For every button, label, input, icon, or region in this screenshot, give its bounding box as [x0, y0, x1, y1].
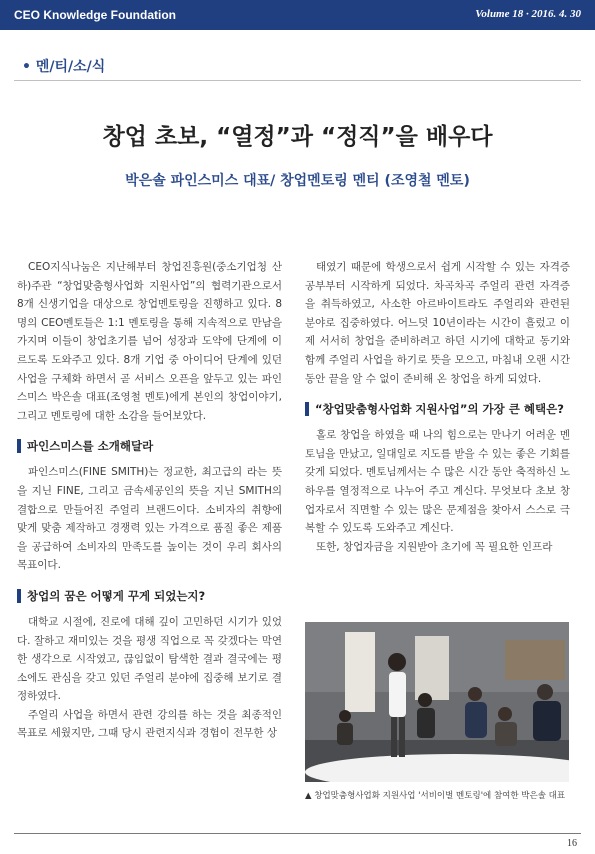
answer-paragraph-4: 홀로 창업을 하였을 때 나의 힘으로는 만나기 어려운 멘토님을 만났고, 일대일로 지도를 받을 수 있는 좋은 기회를 갖게 되었다. 멘토님께서는 수 많은 시간 동안 축적하신 노하우를 열정적으로 나누어 주고 계신다. 무엇보다 초보 창업자로서 직면할 수 있는 많은 문제점을 찾아서 스스로 극복할 수 있도록 도와주고 계신다.	[305, 429, 570, 535]
left-column	[17, 258, 282, 743]
answer-paragraph-1: 파인스미스(FINE SMITH)는 정교한, 최고급의 라는 뜻을 지닌 FINE, 그리고 금속세공인의 뜻을 지닌 SMITH의 결합으로 만들어진 주얼리 브랜드이다. 소비자의 취향에 맞게 맞춤 제작하고 경쟁력 있는 가격으로 품질 좋은 제품을 공급하여 소비자의 만족도를 높이는 것이 우리 회사의 목표이다.	[17, 466, 282, 572]
right-column	[305, 258, 570, 556]
section-divider	[14, 80, 581, 81]
issue-volume: Volume 18 · 2016. 4. 30	[475, 8, 581, 20]
answer-paragraph-5: 또한, 창업자금을 지원받아 초기에 꼭 필요한 인프라	[316, 540, 553, 553]
header-bar	[0, 0, 595, 30]
answer-paragraph-3: 주얼리 사업을 하면서 관련 강의를 하는 것을 최종적인 목표로 세웠지만, 그때 당시 관련지식과 경험이 전무한 상	[17, 708, 282, 740]
footer-divider	[14, 833, 581, 834]
mentoring-photo	[305, 622, 569, 782]
photo-caption: ▲ 창업맞춤형사업화 지원사업 '서비이벌 멘토링'에 참여한 박은솔 대표	[305, 791, 566, 801]
mentoring-photo-illustration	[305, 622, 569, 782]
answer-paragraph-2: 대학교 시절에, 진로에 대해 깊이 고민하던 시기가 있었다. 잘하고 재미있는 것을 평생 직업으로 꼭 갖겠다는 막연한 생각으로 시작였고, 끊임없이 탐색한 결과 결국에는 평소에도 관심을 갖고 있던 주얼리 분야에 집중해 보기로 결정하였다.	[17, 615, 282, 703]
section-label: • 멘/티/소/식	[22, 59, 106, 75]
article-subtitle: 박은솔 파인스미스 대표/ 창업멘토링 멘티 (조영철 멘토)	[125, 173, 470, 189]
question-heading-3: “창업맞춤형사업화 지원사업”의 가장 큰 혜택은?	[305, 402, 570, 416]
org-name: CEO Knowledge Foundation	[14, 8, 176, 22]
article-title: 창업 초보, “열정”과 “정직”을 배우다	[102, 124, 493, 150]
page-number: 16	[567, 838, 577, 849]
continued-paragraph: 태였기 때문에 학생으로서 쉽게 시작할 수 있는 자격증 공부부터 시작하게 되었다. 차곡차곡 주얼리 관련 자격증을 취득하였고, 사소한 아르바이트라도 주얼리와 관련된 분야로 집중하였다. 어느덧 10년이라는 시간이 흘렀고 이제 서서히 창업을 준비하려고 하던 시기에 대학교 동기와 함께 주얼리 사업을 하기로 뜻을 모으고, 마침내 오랜 시간 동안 끝을 알 수 없이 준비해 온 창업을 하게 되었다.	[305, 261, 570, 385]
intro-paragraph: CEO지식나눔은 지난해부터 창업진흥원(중소기업청 산하)주관 “창업맞춤형사업화 지원사업”의 협력기관으로서 8개 신생기업을 대상으로 창업멘토링을 진행하고 있다. 8명의 CEO멘토들은 1:1 멘토링을 통해 지속적으로 만남을 가지며 이들이 창업초기를 넘어 성장과 도약에 단계에 이르도록 도와주고 있다. 8개 기업 중 아이디어 단계에 있던 사업을 구체화 하면서 곧 서비스 오픈을 앞두고 있는 파인스미스 박은솔 대표(조영철 멘토)에게 본인의 창업이야기, 그리고 멘토링에 대한 소감을 들어보았다.	[17, 261, 282, 422]
question-heading-1: 파인스미스를 소개해달라	[17, 439, 282, 453]
question-heading-2: 창업의 꿈은 어떻게 꾸게 되었는지?	[17, 589, 282, 603]
